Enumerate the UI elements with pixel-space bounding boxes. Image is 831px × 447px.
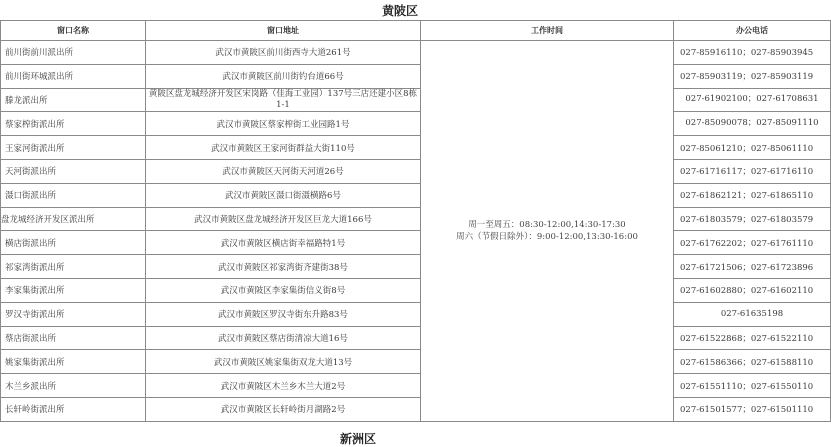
- station-name: 王家河街派出所: [1, 136, 146, 160]
- station-address: 武汉市黄陂区前川街钓台道66号: [146, 64, 421, 88]
- station-address: 武汉市黄陂区滠口街滠横路6号: [146, 183, 421, 207]
- station-address: [146, 88, 421, 112]
- station-phone-text: 027-85090078；027-85091110: [685, 118, 819, 129]
- station-address: 武汉市黄陂区姚家集街双龙大道13号: [146, 350, 421, 374]
- table-row: [1, 302, 831, 326]
- station-address: 武汉市黄陂区天河街天河道26号: [146, 159, 421, 183]
- working-hours-weekday: 周一至周五：08:30-12:00,14:30-17:30: [468, 219, 626, 230]
- working-hours-cell: [421, 41, 674, 422]
- station-address: 武汉市黄陂区长轩岭街月湖路2号: [146, 397, 421, 421]
- station-phone: 027-61551110；027-61550110: [674, 374, 831, 398]
- next-district-title: 新洲区: [340, 432, 377, 446]
- table-row: [1, 64, 831, 88]
- station-name: 前川街前川派出所: [1, 41, 146, 65]
- table-row: [1, 231, 831, 255]
- station-phone: [674, 88, 831, 112]
- district-title: 黄陂区: [381, 4, 418, 18]
- table-row: [1, 350, 831, 374]
- station-name: 李家集街派出所: [1, 278, 146, 302]
- table-header-row: [1, 21, 831, 41]
- station-name: 长轩岭街派出所: [1, 397, 146, 421]
- station-phone: 027-61862121；027-61865110: [674, 183, 831, 207]
- station-name: 天河街派出所: [1, 159, 146, 183]
- table-row: [1, 136, 831, 160]
- station-phone: 027-61522868；027-61522110: [674, 326, 831, 350]
- table-row: [1, 41, 831, 65]
- table-row: [1, 183, 831, 207]
- table-row: [1, 207, 831, 231]
- station-name: 滕龙派出所: [1, 88, 146, 112]
- station-phone: 027-61586366；027-61588110: [674, 350, 831, 374]
- station-address: 武汉市黄陂区蔡店街清凉大道16号: [146, 326, 421, 350]
- station-name: 前川街环城派出所: [1, 64, 146, 88]
- station-address: 武汉市黄陂区蔡家榨街工业园路1号: [146, 112, 421, 136]
- table-row: [1, 326, 831, 350]
- working-hours-saturday: 周六（节假日除外）：9:00-12:00,13:30-16:00: [456, 231, 638, 242]
- header-address: 窗口地址: [146, 21, 421, 41]
- police-station-table: [0, 20, 831, 422]
- station-phone: 027-61803579；027-61803579: [674, 207, 831, 231]
- station-phone: 027-61716117；027-61716110: [674, 159, 831, 183]
- table-row: [1, 159, 831, 183]
- station-phone: 027-61762202；027-61761110: [674, 231, 831, 255]
- station-name: 滠口街派出所: [1, 183, 146, 207]
- station-name: 姚家集街派出所: [1, 350, 146, 374]
- station-address: 武汉市黄陂区王家河街群益大街110号: [146, 136, 421, 160]
- station-phone: 027-61721506；027-61723896: [674, 255, 831, 279]
- station-address-text: 黄陂区盘龙城经济开发区宋岗路（佳海工业园）137号三店还建小区8栋1-1: [148, 88, 418, 110]
- station-name: 蔡店街派出所: [1, 326, 146, 350]
- station-phone-text: 027-61902100；027-61708631: [685, 94, 819, 105]
- station-address: 武汉市黄陂区盘龙城经济开发区巨龙大道166号: [146, 207, 421, 231]
- station-name: 祁家湾街派出所: [1, 255, 146, 279]
- station-phone: 027-61635198: [674, 302, 831, 326]
- station-address: 武汉市黄陂区祁家湾街齐建街38号: [146, 255, 421, 279]
- station-address: 武汉市黄陂区木兰乡木兰大道2号: [146, 374, 421, 398]
- header-name: 窗口名称: [1, 21, 146, 41]
- table-row: [1, 255, 831, 279]
- table-row: [1, 397, 831, 421]
- station-phone: [674, 112, 831, 136]
- table-row: [1, 278, 831, 302]
- station-name: 木兰乡派出所: [1, 374, 146, 398]
- station-name: 罗汉寺街派出所: [1, 302, 146, 326]
- station-name: 横店街派出所: [1, 231, 146, 255]
- table-row: [1, 112, 831, 136]
- station-phone: 027-61602880；027-61602110: [674, 278, 831, 302]
- station-phone: 027-61501577；027-61501110: [674, 397, 831, 421]
- station-address: 武汉市黄陂区前川街西寺大道261号: [146, 41, 421, 65]
- header-hours: 工作时间: [421, 21, 674, 41]
- station-address: 武汉市黄陂区横店街幸福路特1号: [146, 231, 421, 255]
- station-name: 盘龙城经济开发区派出所: [1, 207, 146, 231]
- table-row: [1, 374, 831, 398]
- station-name: 蔡家榨街派出所: [1, 112, 146, 136]
- table-row: [1, 88, 831, 112]
- station-address: 武汉市黄陂区李家集街信义街8号: [146, 278, 421, 302]
- station-phone: 027-85916110；027-85903945: [674, 41, 831, 65]
- station-phone: 027-85061210；027-85061110: [674, 136, 831, 160]
- station-phone: 027-85903119；027-85903119: [674, 64, 831, 88]
- station-address: 武汉市黄陂区罗汉寺街东升路83号: [146, 302, 421, 326]
- header-phone: 办公电话: [674, 21, 831, 41]
